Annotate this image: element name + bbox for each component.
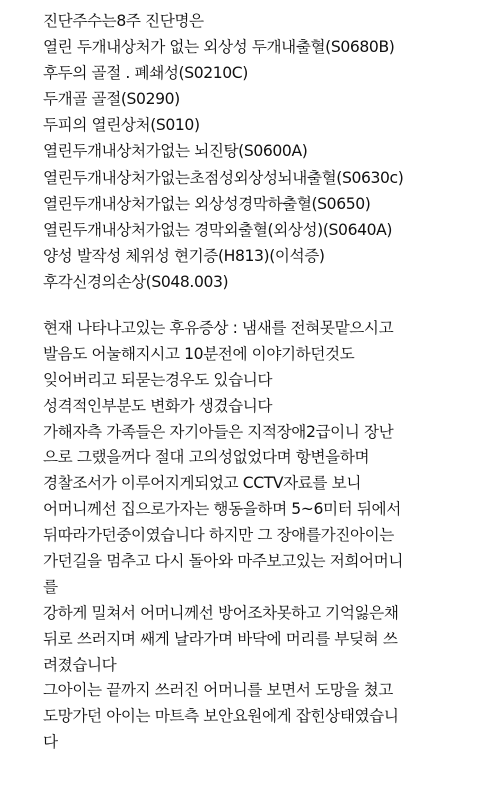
diagnosis-line: 두개골 골절(S0290) xyxy=(43,90,180,109)
narrative-section xyxy=(43,316,473,756)
narrative-line: 으로 그랬을꺼다 절대 고의성없었다며 항변을하며 xyxy=(43,448,370,467)
diagnosis-section xyxy=(43,8,473,295)
narrative-line: 도망가던 아이는 마트측 보안요원에게 잡힌상태였습니 xyxy=(43,707,399,726)
narrative-line: 가해자측 가족들은 자기아들은 지적장애2급이니 장난 xyxy=(43,422,394,441)
narrative-line: 다 xyxy=(43,733,58,752)
diagnosis-line: 진단주수는8주 진단명은 xyxy=(43,12,204,30)
narrative-line: 어머니께선 집으로가자는 행동을하며 5~6미터 뒤에서 xyxy=(43,500,401,519)
narrative-line: 현재 나타나고있는 후유증상 : 냄새를 전혀못맡으시고 xyxy=(43,319,394,337)
diagnosis-line: 양성 발작성 체위성 현기증(H813)(이석증) xyxy=(43,246,325,265)
diagnosis-line: 열린두개내상처가없는 경막외출혈(외상성)(S0640A) xyxy=(43,220,393,239)
narrative-line: 뒤따라가던중이였습니다 하지만 그 장애를가진아이는 xyxy=(43,526,394,545)
diagnosis-line: 열린두개내상처가없는초점성외상성뇌내출혈(S0630c) xyxy=(43,168,404,187)
narrative-line: 경찰조서가 이루어지게되었고 CCTV자료를 보니 xyxy=(43,474,361,493)
diagnosis-line: 열린두개내상처가없는 외상성경막하출혈(S0650) xyxy=(43,194,371,213)
narrative-line: 발음도 어눌해지시고 10분전에 이야기하던것도 xyxy=(43,344,355,363)
diagnosis-line: 두피의 열린상처(S010) xyxy=(43,116,200,135)
narrative-line: 를 xyxy=(43,577,58,596)
narrative-line: 강하게 밀쳐서 어머니께선 방어조차못하고 기억잃은채 xyxy=(43,603,399,622)
diagnosis-line: 열린 두개내상처가 없는 외상성 두개내출혈(S0680B) xyxy=(43,38,395,57)
narrative-line: 그아이는 끝까지 쓰러진 어머니를 보면서 도망을 쳤고 xyxy=(43,681,393,700)
narrative-line: 성격적인부분도 변화가 생겼습니다 xyxy=(43,396,273,415)
narrative-line: 잊어버리고 되묻는경우도 있습니다 xyxy=(43,370,273,389)
narrative-line: 려졌습니다 xyxy=(43,655,117,674)
diagnosis-line: 열린두개내상처가없는 뇌진탕(S0600A) xyxy=(43,142,308,161)
narrative-line: 뒤로 쓰러지며 쌔게 날라가며 바닥에 머리를 부딪혀 쓰 xyxy=(43,629,398,648)
diagnosis-line: 후두의 골절 . 폐쇄성(S0210C) xyxy=(43,64,248,83)
narrative-line: 가던길을 멈추고 다시 돌아와 마주보고있는 저희어머니 xyxy=(43,552,404,571)
diagnosis-line: 후각신경의손상(S048.003) xyxy=(43,272,229,291)
